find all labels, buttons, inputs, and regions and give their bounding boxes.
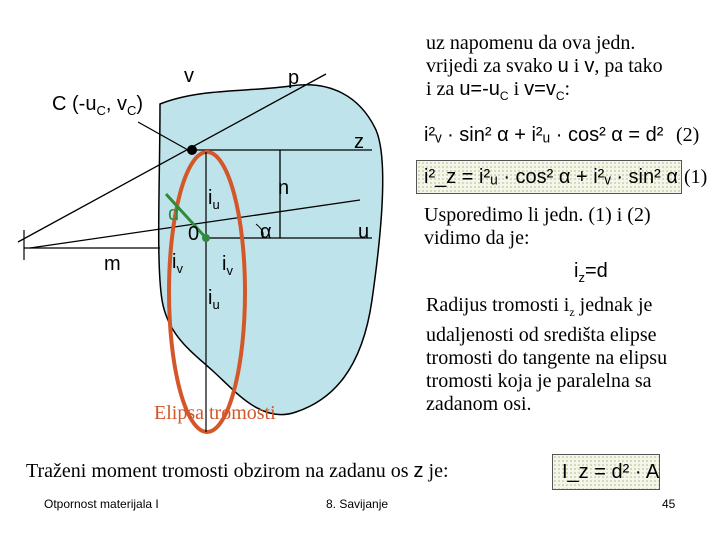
compare-text: Usporedimo li jedn. (1) i (2) vidimo da je: (424, 204, 651, 249)
label-c: C ($-u_C$, $v_C$) (52, 93, 144, 118)
label-alpha: α (260, 221, 272, 243)
label-iv-left: $i_v$ (172, 251, 183, 276)
label-d: d (168, 203, 180, 225)
footer-chapter: 8. Savijanje (326, 497, 389, 511)
cross-section-shape (159, 85, 383, 415)
formula-1: i²_z = i²ᵤ · cos² α + i²ᵥ · sin² α (424, 166, 678, 188)
point-c (187, 145, 197, 155)
label-z: z (354, 131, 364, 153)
label-iv-right: $i_v$ (222, 253, 233, 278)
label-n: n (278, 177, 290, 199)
footer-page-number: 45 (662, 497, 676, 511)
formula-1-number: (1) (684, 166, 708, 188)
label-o: 0 (188, 223, 200, 245)
label-iu-top: $i_u$ (208, 187, 220, 212)
label-iu-bottom: $i_u$ (208, 287, 220, 312)
formula-2-number: (2) (676, 124, 700, 146)
label-p: p (288, 67, 300, 89)
intro-text: uz napomenu da ova jedn. vrijedi za svako u i v, pa tako i za $u=-u_C$ i $v=v_C$: (426, 32, 663, 103)
label-m: m (104, 253, 121, 275)
radius-text: Radijus tromosti $i_z$ jednak je udaljenosti od središta elipse tromosti do tangente na elipsu tromosti koja je paralelna sa zadanom osi. (426, 294, 668, 415)
final-formula: I_z = d² · A (562, 461, 660, 483)
formula-2: i²ᵥ · sin² α + i²ᵤ · cos² α = d² (424, 124, 664, 146)
point-o (202, 234, 210, 242)
label-u: u (358, 221, 370, 243)
footer-course: Otpornost materijala I (44, 497, 159, 511)
label-v: v (184, 65, 194, 87)
result-iz-d: $i_z=d$ (574, 260, 608, 285)
diagram-caption: Elipsa tromosti (154, 402, 276, 424)
bottom-sentence: Traženi moment tromosti obzirom na zadanu os z je: (26, 460, 449, 482)
